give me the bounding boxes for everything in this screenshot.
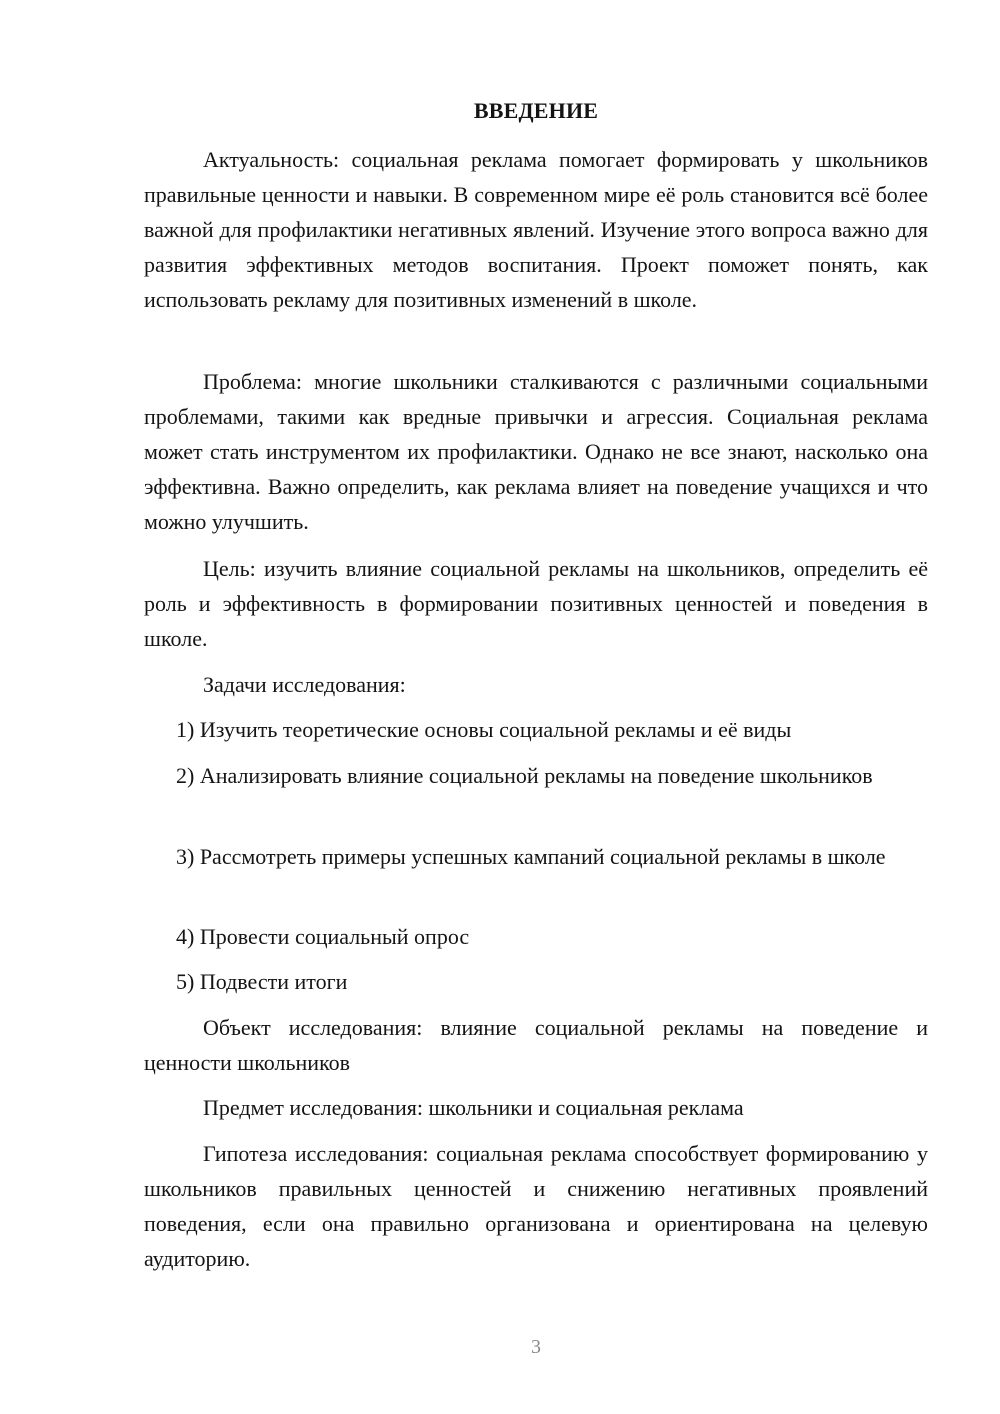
paragraph-hypothesis: Гипотеза исследования: социальная реклама способствует формированию у школьников правильных ценностей и снижению негативных проявлений поведения, если она правильно организована и ориентирована на целевую аудиторию. <box>144 1141 928 1271</box>
page-title: ВВЕДЕНИЕ <box>473 98 599 123</box>
task-item-3: 3) Рассмотреть примеры успешных кампаний социальной рекламы в школе <box>176 844 886 869</box>
task-item-2: 2) Анализировать влияние социальной рекламы на поведение школьников <box>176 763 873 788</box>
tasks-heading: Задачи исследования: <box>203 672 406 697</box>
paragraph-goal: Цель: изучить влияние социальной рекламы на школьников, определить её роль и эффективность в формировании позитивных ценностей и поведения в школе. <box>144 556 928 651</box>
paragraph-subject: Предмет исследования: школьники и социальная реклама <box>203 1095 744 1120</box>
page-number: 3 <box>531 1336 541 1358</box>
task-item-1: 1) Изучить теоретические основы социальной рекламы и её виды <box>176 717 792 742</box>
task-item-5: 5) Подвести итоги <box>176 969 348 994</box>
task-item-4: 4) Провести социальный опрос <box>176 924 470 949</box>
paragraph-relevance: Актуальность: социальная реклама помогает формировать у школьников правильные ценности и навыки. В современном мире её роль становится всё более важной для профилактики негативных явлений. Изучение этого вопроса важно для развития эффективных методов воспитания. Проект поможет понять, как использовать рекламу для позитивных изменений в школе. <box>144 147 928 312</box>
paragraph-object: Объект исследования: влияние социальной рекламы на поведение и ценности школьников <box>144 1015 928 1075</box>
paragraph-problem: Проблема: многие школьники сталкиваются с различными социальными проблемами, такими как вредные привычки и агрессия. Социальная реклама может стать инструментом их профилактики. Однако не все знают, насколько она эффективна. Важно определить, как реклама влияет на поведение учащихся и что можно улучшить. <box>144 369 928 534</box>
